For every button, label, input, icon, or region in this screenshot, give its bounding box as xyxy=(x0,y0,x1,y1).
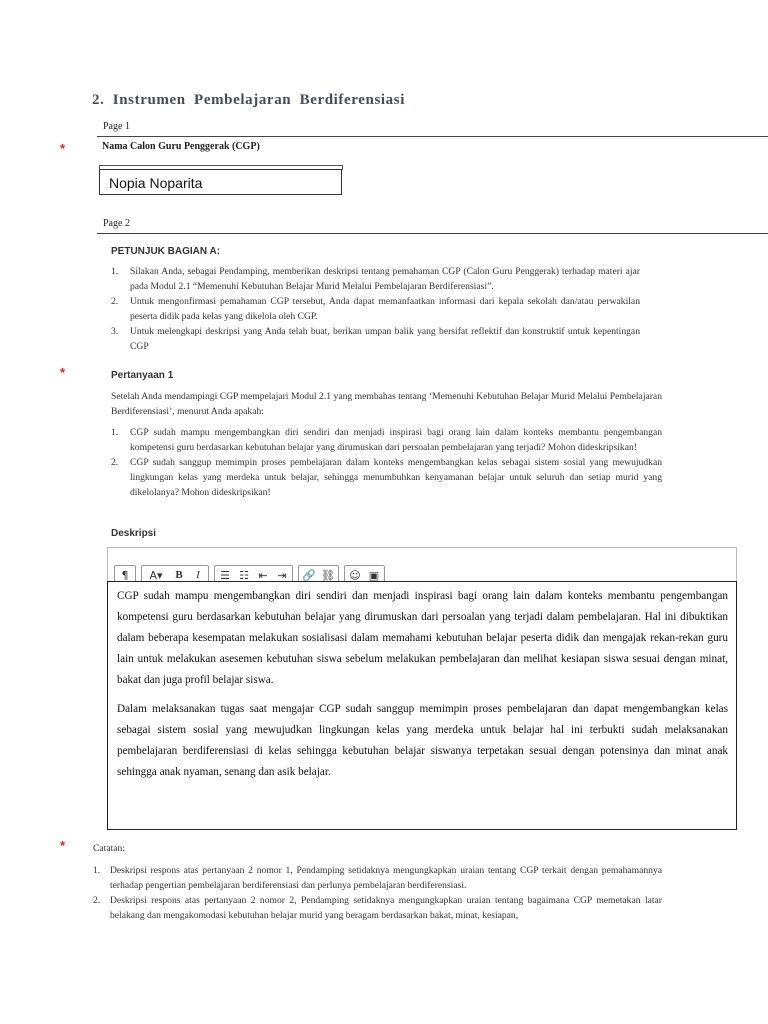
question-1-title: Pertanyaan 1 xyxy=(111,370,174,381)
outdent-icon[interactable]: ⇤ xyxy=(258,568,268,582)
question-item xyxy=(111,455,662,500)
list-text: CGP sudah mampu mengembangkan diri sendiri dan menjadi inspirasi bagi orang lain dalam konteks membantu pengembangan kompetensi guru berdasarkan kebutuhan belajar yang dirumuskan dari persoalan pembelajaran yang terjadi? Mohon dideskripsikan! xyxy=(130,427,662,453)
numbered-list-icon[interactable]: ☷ xyxy=(239,568,249,582)
bold-icon[interactable]: B xyxy=(175,569,183,581)
image-icon[interactable]: ▣ xyxy=(368,568,380,582)
required-asterisk: * xyxy=(60,141,66,156)
list-text: Silakan Anda, sebagai Pendamping, memberikan deskripsi tentang pemahaman CGP (Calon Guru Penggerak) terhadap materi ajar pada Modul 2.1 “Memenuhi Kebutuhan Belajar Murid Melalui Pembelajaran Berdiferensiasi”. xyxy=(130,266,640,292)
bullet-list-icon[interactable]: ☰ xyxy=(220,568,230,582)
description-label: Deskripsi xyxy=(111,528,157,539)
required-asterisk: * xyxy=(60,838,66,853)
description-paragraph: Dalam melaksanakan tugas saat mengajar CGP sudah sanggup memimpin proses pembelajaran dan dapat mengembangkan kelas sebagai sistem sosial yang mewujudkan lingkungan kelas yang merdeka untuk belajar hal ini terbukti sudah melaksanakan pembelajaran berdiferensiasi di kelas sehingga kebutuhan belajar siswanya terpetakan sesuai dengan potensinya dan minat anak sehingga anak nyaman, senang dan asik belajar. xyxy=(117,703,728,778)
page-1-divider xyxy=(97,136,768,137)
page-1-label: Page 1 xyxy=(103,121,130,132)
question-item xyxy=(111,425,662,455)
instructions-title: PETUNJUK BAGIAN A: xyxy=(111,246,221,257)
list-number: 1. xyxy=(111,266,119,277)
question-1-list xyxy=(111,425,662,500)
page-2-label: Page 2 xyxy=(103,218,130,229)
name-field-label: Nama Calon Guru Penggerak (CGP) xyxy=(102,141,260,152)
page-2-divider xyxy=(97,233,768,234)
name-field[interactable]: Nopia Noparita xyxy=(99,169,342,195)
link-icon[interactable]: 🔗 xyxy=(302,568,316,582)
indent-icon[interactable]: ⇥ xyxy=(277,568,287,582)
list-text: Deskripsi respons atas pertanyaan 2 nomor 2, Pendamping setidaknya mengungkapkan uraian tentang bagaimana CGP memetakan latar belakang dan mengakomodasi kebutuhan belajar murid yang beragam berdasarkan bakat, minat, kesiapan, xyxy=(110,895,662,921)
section-title: 2. Instrumen Pembelajaran Berdiferensiasi xyxy=(92,92,405,108)
list-number: 2. xyxy=(93,895,101,906)
list-number: 1. xyxy=(111,427,119,438)
unlink-icon[interactable]: ⛓ xyxy=(321,568,335,582)
instruction-item xyxy=(111,264,640,294)
list-text: Untuk mengonfirmasi pemahaman CGP tersebut, Anda dapat memanfaatkan informasi dari kepala sekolah dan/atau perwakilan peserta didik pada kelas yang dikelola oleh CGP. xyxy=(130,296,640,322)
note-item xyxy=(93,863,662,893)
emoji-icon[interactable]: ☺ xyxy=(349,568,361,582)
description-textarea[interactable] xyxy=(107,581,737,830)
instructions-list xyxy=(111,264,640,354)
question-1-intro: Setelah Anda mendampingi CGP mempelajari Modul 2.1 yang membahas tentang ‘Memenuhi Kebutuhan Belajar Murid Melalui Pembelajaran Berdiferensiasi’, menurut Anda apakah: xyxy=(111,391,662,417)
notes-list xyxy=(93,863,662,923)
italic-icon[interactable]: I xyxy=(196,569,200,581)
list-number: 2. xyxy=(111,296,119,307)
description-paragraph: CGP sudah mampu mengembangkan diri sendiri dan menjadi inspirasi bagi orang lain dalam konteks membantu pengembangan kompetensi guru berdasarkan kebutuhan belajar yang dirumuskan dari persoalan yang terjadi dalam pembelajaran. Hal ini dibuktikan dalam beberapa kesempatan melakukan sosialisasi dalam memahami kebutuhan belajar peserta didik dan mengajak rekan-rekan guru lain untuk melakukan asesemen kebutuhan siswa sebelum melakukan pembelajaran dan melihat kesiapan siswa sesuai dengan minat, bakat dan juga profil belajar siswa. xyxy=(117,590,728,686)
notes-title: Catatan: xyxy=(93,843,125,854)
list-text: Untuk melengkapi deskripsi yang Anda telah buat, berikan umpan balik yang bersifat reflektif dan konstruktif untuk kepentingan CGP xyxy=(130,326,640,352)
font-style-icon[interactable]: A▾ xyxy=(149,568,163,582)
list-text: Deskripsi respons atas pertanyaan 2 nomor 1, Pendamping setidaknya mengungkapkan uraian tentang CGP terkait dengan pemahamannya terhadap pengertian pembelajaran berdiferensiasi dan perlunya pembelajaran berdiferensiasi. xyxy=(110,865,662,891)
instruction-item xyxy=(111,294,640,324)
list-text: CGP sudah sanggup memimpin proses pembelajaran dalam konteks mengembangkan kelas sebagai sistem sosial yang mewujudkan lingkungan kelas yang merdeka untuk belajar, sehingga menumbuhkan kenyamanan belajar untuk seluruh dan setiap murid yang dikelolanya? Mohon dideskripsikan! xyxy=(130,457,662,498)
instruction-item xyxy=(111,324,640,354)
note-item xyxy=(93,893,662,923)
list-number: 1. xyxy=(93,865,101,876)
list-number: 2. xyxy=(111,457,119,468)
required-asterisk: * xyxy=(60,365,66,380)
list-number: 3. xyxy=(111,326,119,337)
paragraph-icon[interactable]: ¶ xyxy=(121,568,129,582)
